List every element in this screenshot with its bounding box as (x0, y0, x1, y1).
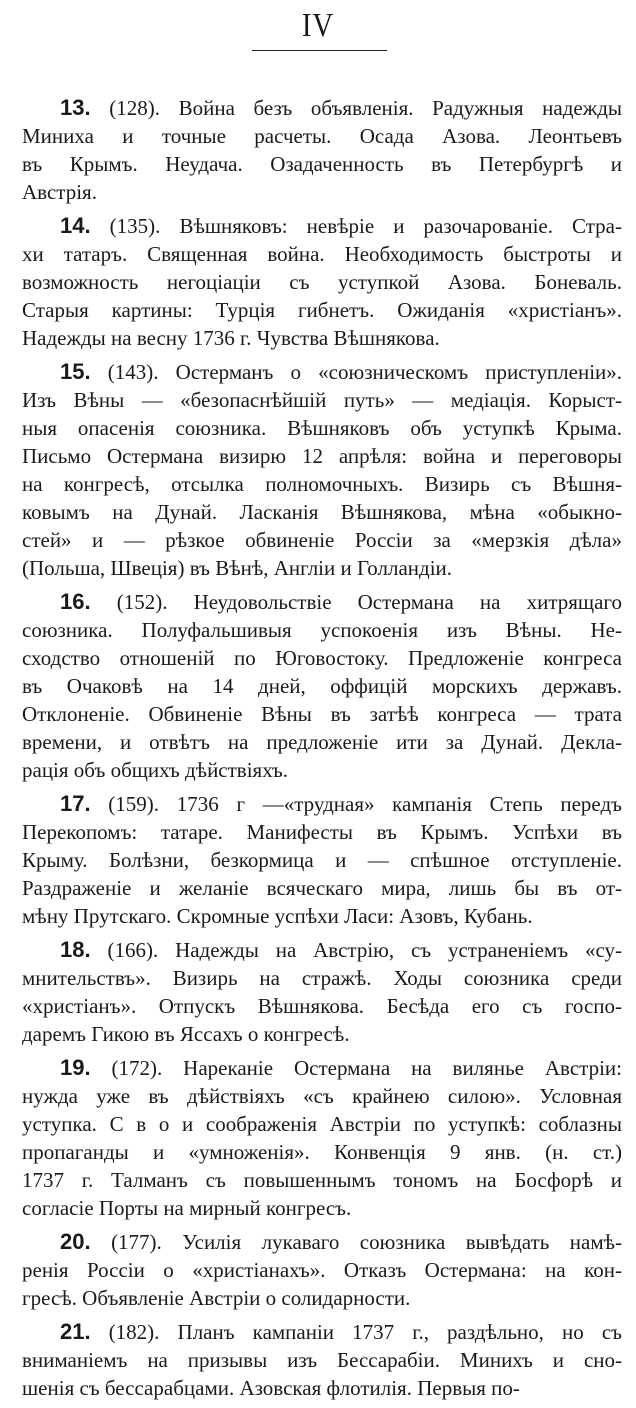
entry-line: стей» и — рѣзкое обвиненіе Россіи за «мерзкія дѣла» (22, 528, 622, 552)
entry-line: Письмо Остермана визирю 12 апрѣля: война и переговоры (22, 444, 622, 468)
entry-line (22, 212, 622, 240)
entry-line: шенія съ бессарабцами. Азовская флотилія. Первыя по- (22, 1376, 520, 1400)
entry-text: Усилія лукаваго союзника вывѣдать намѣ- (182, 1230, 623, 1254)
entry-page-ref: (128). (109, 96, 160, 120)
entry-line (22, 358, 622, 386)
entry-line: союзника. Полуфальшивыя успокоенія изъ Вѣны. Не- (22, 618, 622, 642)
entry-line (22, 1054, 622, 1082)
entry-text: 1736 г —«трудная» кампанія Степь передъ (176, 792, 623, 816)
header-rule (252, 50, 387, 51)
entry-line (22, 790, 622, 818)
entry-line: Отклоненіе. Обвиненіе Вѣны въ затѣѣ конгреса — трата (22, 702, 622, 726)
entry-text: Неудовольствіе Остермана на хитрящаго (193, 590, 622, 614)
entry-line: хи татаръ. Священная война. Необходимость быстроты и (22, 242, 622, 266)
entry-page-ref: (152). (116, 590, 168, 614)
page-header (0, 6, 636, 46)
entry-line (22, 1228, 622, 1256)
toc-entry (22, 1228, 622, 1312)
entry-number: 18. (60, 937, 91, 962)
entry-page-ref: (182). (108, 1320, 160, 1344)
entry-line: Крыму. Болѣзни, безкормица и — спѣшное отступленіе. (22, 848, 622, 872)
entry-line: сходство отношеній по Юговостоку. Предложеніе конгреса (22, 646, 622, 670)
entry-line: на конгресѣ, отсылка полномочныхъ. Визирь съ Вѣшня- (22, 472, 622, 496)
entry-line: гресѣ. Объявленіе Австріи о солидарности. (22, 1286, 411, 1310)
entry-number: 14. (60, 213, 91, 238)
entry-text: Война безъ объявленія. Радужныя надежды (178, 96, 623, 120)
entry-line: Австрія. (22, 180, 97, 204)
entry-line: Старыя картины: Турція гибнетъ. Ожиданія «христіанъ». (22, 298, 622, 322)
toc-entry (22, 790, 622, 930)
entry-page-ref: (159). (108, 792, 160, 816)
toc-entry (22, 936, 622, 1048)
toc-entry (22, 1054, 622, 1222)
entry-text: Надежды на Австрію, съ устраненіемъ «су- (175, 938, 623, 962)
entry-number: 21. (60, 1319, 91, 1344)
entry-line: (Польша, Швеція) въ Вѣнѣ, Англіи и Голландіи. (22, 556, 453, 580)
entry-line: даремъ Гикою въ Яссахъ о конгресѣ. (22, 1022, 350, 1046)
entry-line: нужда уже въ дѣйствіяхъ «съ крайнею силою». Условная (22, 1084, 622, 1108)
entry-page-ref: (166). (107, 938, 159, 962)
entry-line: въ Крымъ. Неудача. Озадаченность въ Петербургѣ и (22, 152, 622, 176)
entry-line: возможность негоціаціи съ уступкой Азова. Боневаль. (22, 270, 622, 294)
entry-page-ref: (143). (107, 360, 159, 384)
entry-number: 20. (60, 1229, 91, 1254)
entry-line: Миниха и точные расчеты. Осада Азова. Леонтьевъ (22, 124, 622, 148)
entry-text: Нареканіе Остермана на виляньe Австріи: (183, 1056, 622, 1080)
entry-line: мнительствъ». Визирь на стражѣ. Ходы союзника среди (22, 966, 622, 990)
page-number: IV (301, 7, 335, 44)
entry-text: Остерманъ о «союзническомъ приступленіи». (175, 360, 623, 384)
entry-line (22, 588, 622, 616)
entry-line: пропаганды и «умноженія». Конвенція 9 янв. (н. ст.) (22, 1140, 622, 1164)
toc-entry (22, 1318, 622, 1402)
entry-line: ныя опасенія союзника. Вѣшняковъ объ уступкѣ Крыма. (22, 416, 622, 440)
entry-line: уступка. С в о и соображенія Австріи по уступкѣ: соблазны (22, 1112, 622, 1136)
entry-number: 16. (60, 589, 91, 614)
toc-entry (22, 94, 622, 206)
entry-line: 1737 г. Талманъ съ повышеннымъ тономъ на Босфорѣ и (22, 1168, 622, 1192)
entry-line: ренія Россіи о «христіанахъ». Отказъ Остермана: на кон- (22, 1258, 622, 1282)
entry-line: Раздраженіе и желаніе всяческаго мира, лишь бы въ от- (22, 876, 622, 900)
entry-line (22, 1318, 622, 1346)
entry-line: Изъ Вѣны — «безопаснѣйшій путь» — медіація. Корыст- (22, 388, 622, 412)
toc-entry (22, 212, 622, 352)
entry-line: «христіанъ». Отпускъ Вѣшнякова. Бесѣда его съ госпо- (22, 994, 622, 1018)
entry-line: времени, и отвѣтъ на предложеніе ити за Дунай. Декла- (22, 730, 622, 754)
entry-number: 17. (60, 791, 91, 816)
entry-line: мѣну Прутскаго. Скромные успѣхи Ласи: Азовъ, Кубань. (22, 904, 533, 928)
entry-number: 19. (60, 1055, 91, 1080)
entry-page-ref: (135). (109, 214, 161, 238)
entry-line: Перекопомъ: татаре. Манифесты въ Крымъ. Успѣхи въ (22, 820, 622, 844)
entry-line: ковымъ на Дунай. Ласканія Вѣшнякова, мѣна «обыкно- (22, 500, 622, 524)
entry-number: 13. (60, 95, 91, 120)
entry-text: Планъ кампаніи 1737 г., раздѣльно, но съ (177, 1320, 623, 1344)
entry-text: Вѣшняковъ: невѣріе и разочарованіе. Стра- (179, 214, 622, 238)
entry-line: согласіе Порты на мирный конгресъ. (22, 1196, 352, 1220)
entry-line: въ Очаковѣ на 14 дней, оффицій морскихъ державъ. (22, 674, 622, 698)
entry-line (22, 936, 622, 964)
entry-number: 15. (60, 359, 91, 384)
toc-entry (22, 588, 622, 784)
table-of-contents (22, 94, 622, 1408)
entry-line: рація объ общихъ дѣйствіяхъ. (22, 758, 289, 782)
entry-page-ref: (172). (111, 1056, 163, 1080)
entry-line: Надежды на весну 1736 г. Чувства Вѣшнякова. (22, 326, 440, 350)
entry-line: вниманіемъ на призывы изъ Бессарабіи. Минихъ и сно- (22, 1348, 622, 1372)
entry-line (22, 94, 622, 122)
entry-page-ref: (177). (111, 1230, 162, 1254)
toc-entry (22, 358, 622, 582)
